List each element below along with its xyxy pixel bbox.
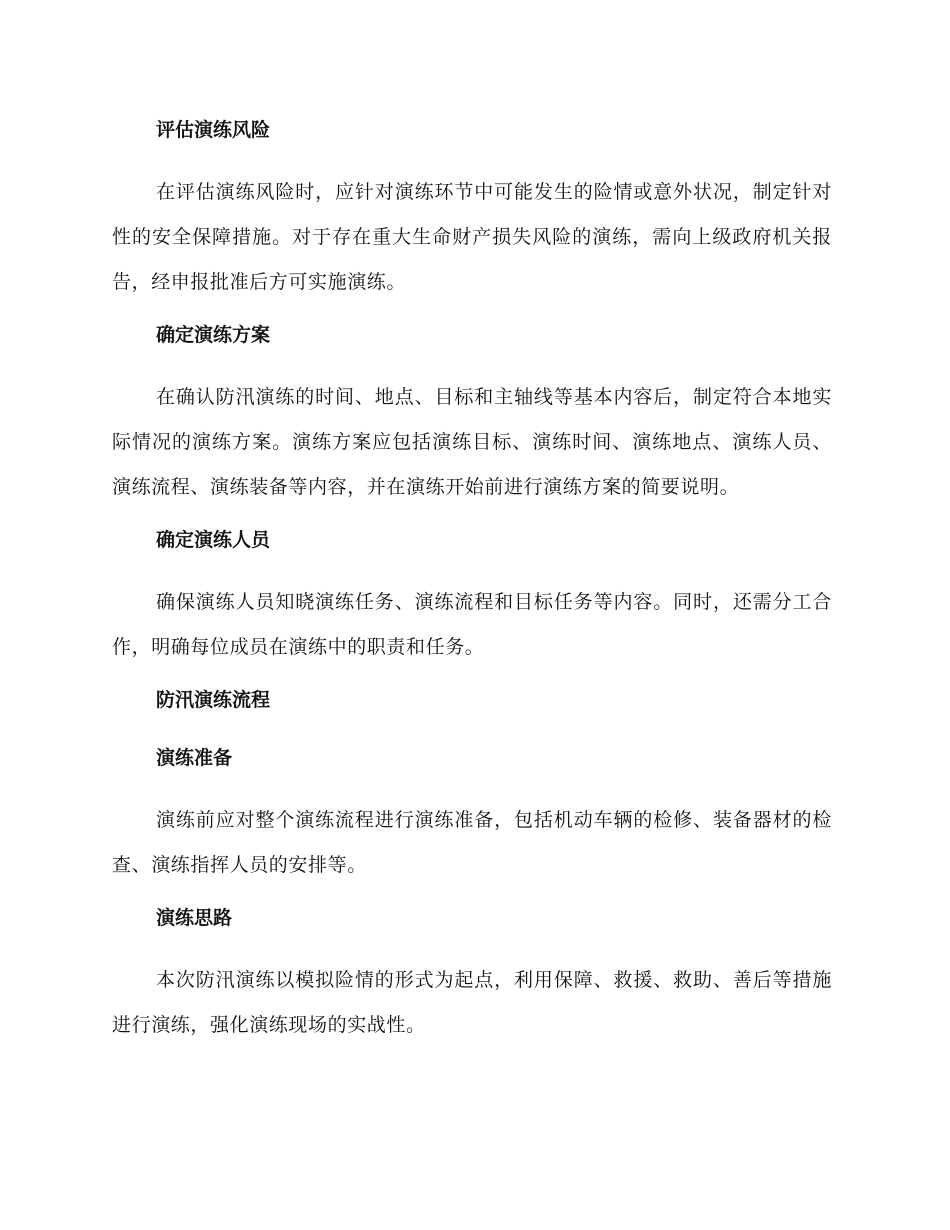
section-body-drill-plan: 在确认防汛演练的时间、地点、目标和主轴线等基本内容后，制定符合本地实际情况的演练方案。演练方案应包括演练目标、演练时间、演练地点、演练人员、演练流程、演练装备等内容，并在演练开始前进行演练方案的简要说明。	[112, 386, 832, 498]
section-body-drill-preparation: 演练前应对整个演练流程进行演练准备，包括机动车辆的检修、装备器材的检查、演练指挥人员的安排等。	[112, 809, 832, 876]
section-heading-drill-plan: 确定演练方案	[156, 324, 271, 346]
section-body-drill-approach: 本次防汛演练以模拟险情的形式为起点，利用保障、救援、救助、善后等措施进行演练，强化演练现场的实战性。	[112, 969, 832, 1036]
document-content	[112, 112, 832, 1060]
section-heading-drill-personnel: 确定演练人员	[156, 529, 271, 551]
section-heading-drill-approach: 演练思路	[156, 907, 233, 929]
section-body-drill-personnel: 确保演练人员知晓演练任务、演练流程和目标任务等内容。同时，还需分工合作，明确每位成员在演练中的职责和任务。	[112, 591, 832, 658]
section-heading-drill-process: 防汛演练流程	[156, 689, 271, 711]
section-body-assess-risk: 在评估演练风险时，应针对演练环节中可能发生的险情或意外状况，制定针对性的安全保障措施。对于存在重大生命财产损失风险的演练，需向上级政府机关报告，经申报批准后方可实施演练。	[112, 181, 832, 293]
section-heading-assess-risk: 评估演练风险	[156, 119, 271, 141]
section-heading-drill-preparation: 演练准备	[156, 747, 233, 769]
